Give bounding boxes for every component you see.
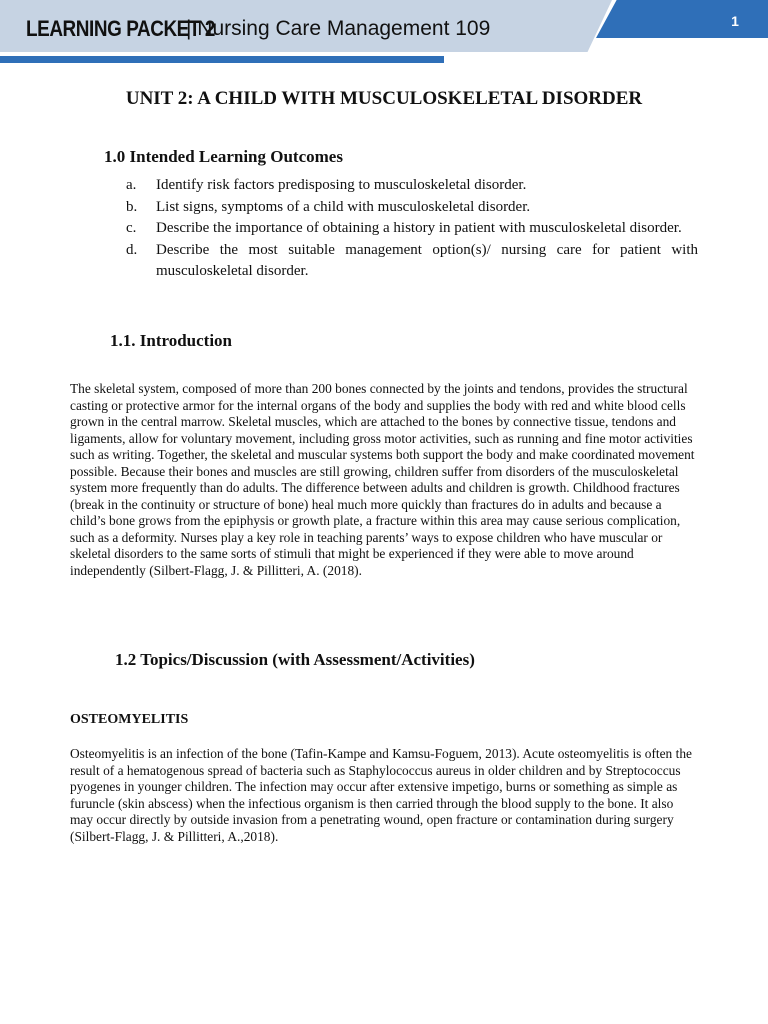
- outcome-letter: c.: [126, 220, 137, 236]
- topics-heading: 1.2 Topics/Discussion (with Assessment/Activities): [115, 650, 475, 669]
- outcome-letter: d.: [126, 241, 138, 258]
- outcome-text: Identify risk factors predisposing to musculoskeletal disorder.: [156, 177, 527, 193]
- introduction-heading: 1.1. Introduction: [110, 331, 233, 350]
- outcome-item: [126, 197, 698, 219]
- outcomes-list: [126, 175, 698, 283]
- unit-title: UNIT 2: A CHILD WITH MUSCULOSKELETAL DISORDER: [125, 88, 643, 109]
- page-header: [0, 0, 768, 66]
- outcome-text: Describe the importance of obtaining a history in patient with musculoskeletal disorder.: [156, 220, 682, 236]
- outcome-item: [126, 175, 698, 197]
- osteomyelitis-subheading: OSTEOMYELITIS: [70, 712, 189, 727]
- outcome-letter: a.: [126, 177, 137, 193]
- packet-label: LEARNING PACKET 2: [26, 16, 215, 41]
- outcome-item: [126, 218, 698, 240]
- outcomes-heading: 1.0 Intended Learning Outcomes: [104, 147, 343, 166]
- page-number: 1: [731, 13, 739, 29]
- outcome-text: Describe the most suitable management option(s)/ nursing care for patient with musculoskeletal disorder.: [156, 241, 698, 279]
- header-rule: [0, 56, 444, 63]
- osteomyelitis-paragraph: Osteomyelitis is an infection of the bone (Tafin-Kampe and Kamsu-Foguem, 2013). Acute osteomyelitis is often the result of a hematogenous spread of bacteria such as Staphylococcus aureus in older children and by Streptococcus pyogenes in younger children. The infection may occur after extensive impetigo, burns or something as simple as furuncle (skin abscess) when the infectious organism is then carried through the blood supply to the bone. It also may occur directly by outside invasion from a penetrating wound, open fracture or contamination during surgery (Silbert-Flagg, J. & Pillitteri, A.,2018).: [70, 746, 692, 844]
- outcome-item: [126, 240, 698, 283]
- outcome-text: List signs, symptoms of a child with musculoskeletal disorder.: [156, 198, 531, 215]
- header-title: [26, 16, 491, 42]
- outcome-letter: b.: [126, 198, 138, 215]
- introduction-paragraph: The skeletal system, composed of more than 200 bones connected by the joints and tendons, provides the structural casting or protective armor for the internal organs of the body and supplies the body with red and white blood cells grown in the central marrow. Skeletal muscles, which are attached to the bones by connective tissue, tendons and ligaments, allow for voluntary movement, including gross motor activities, such as running and fine motor activities such as writing. Together, the skeletal and muscular systems both support the body and make coordinated movement possible. Because their bones and muscles are still growing, children suffer from disorders of the musculoskeletal system more frequently than do adults. The difference between adults and children is growth. Childhood fractures (break in the continuity or structure of bone) heal much more quickly than fractures do in adults and because a child’s bone grows from the epiphysis or growth plate, a fracture within this area may cause serious complication, such as a deformity. Nurses play a key role in teaching parents’ ways to expose children who have muscular or skeletal disorders to the same sorts of stimuli that might be experienced if they were able to move around independently (Silbert-Flagg, J. & Pillitteri, A. (2018).: [70, 381, 695, 578]
- course-title: | Nursing Care Management 109: [186, 17, 491, 40]
